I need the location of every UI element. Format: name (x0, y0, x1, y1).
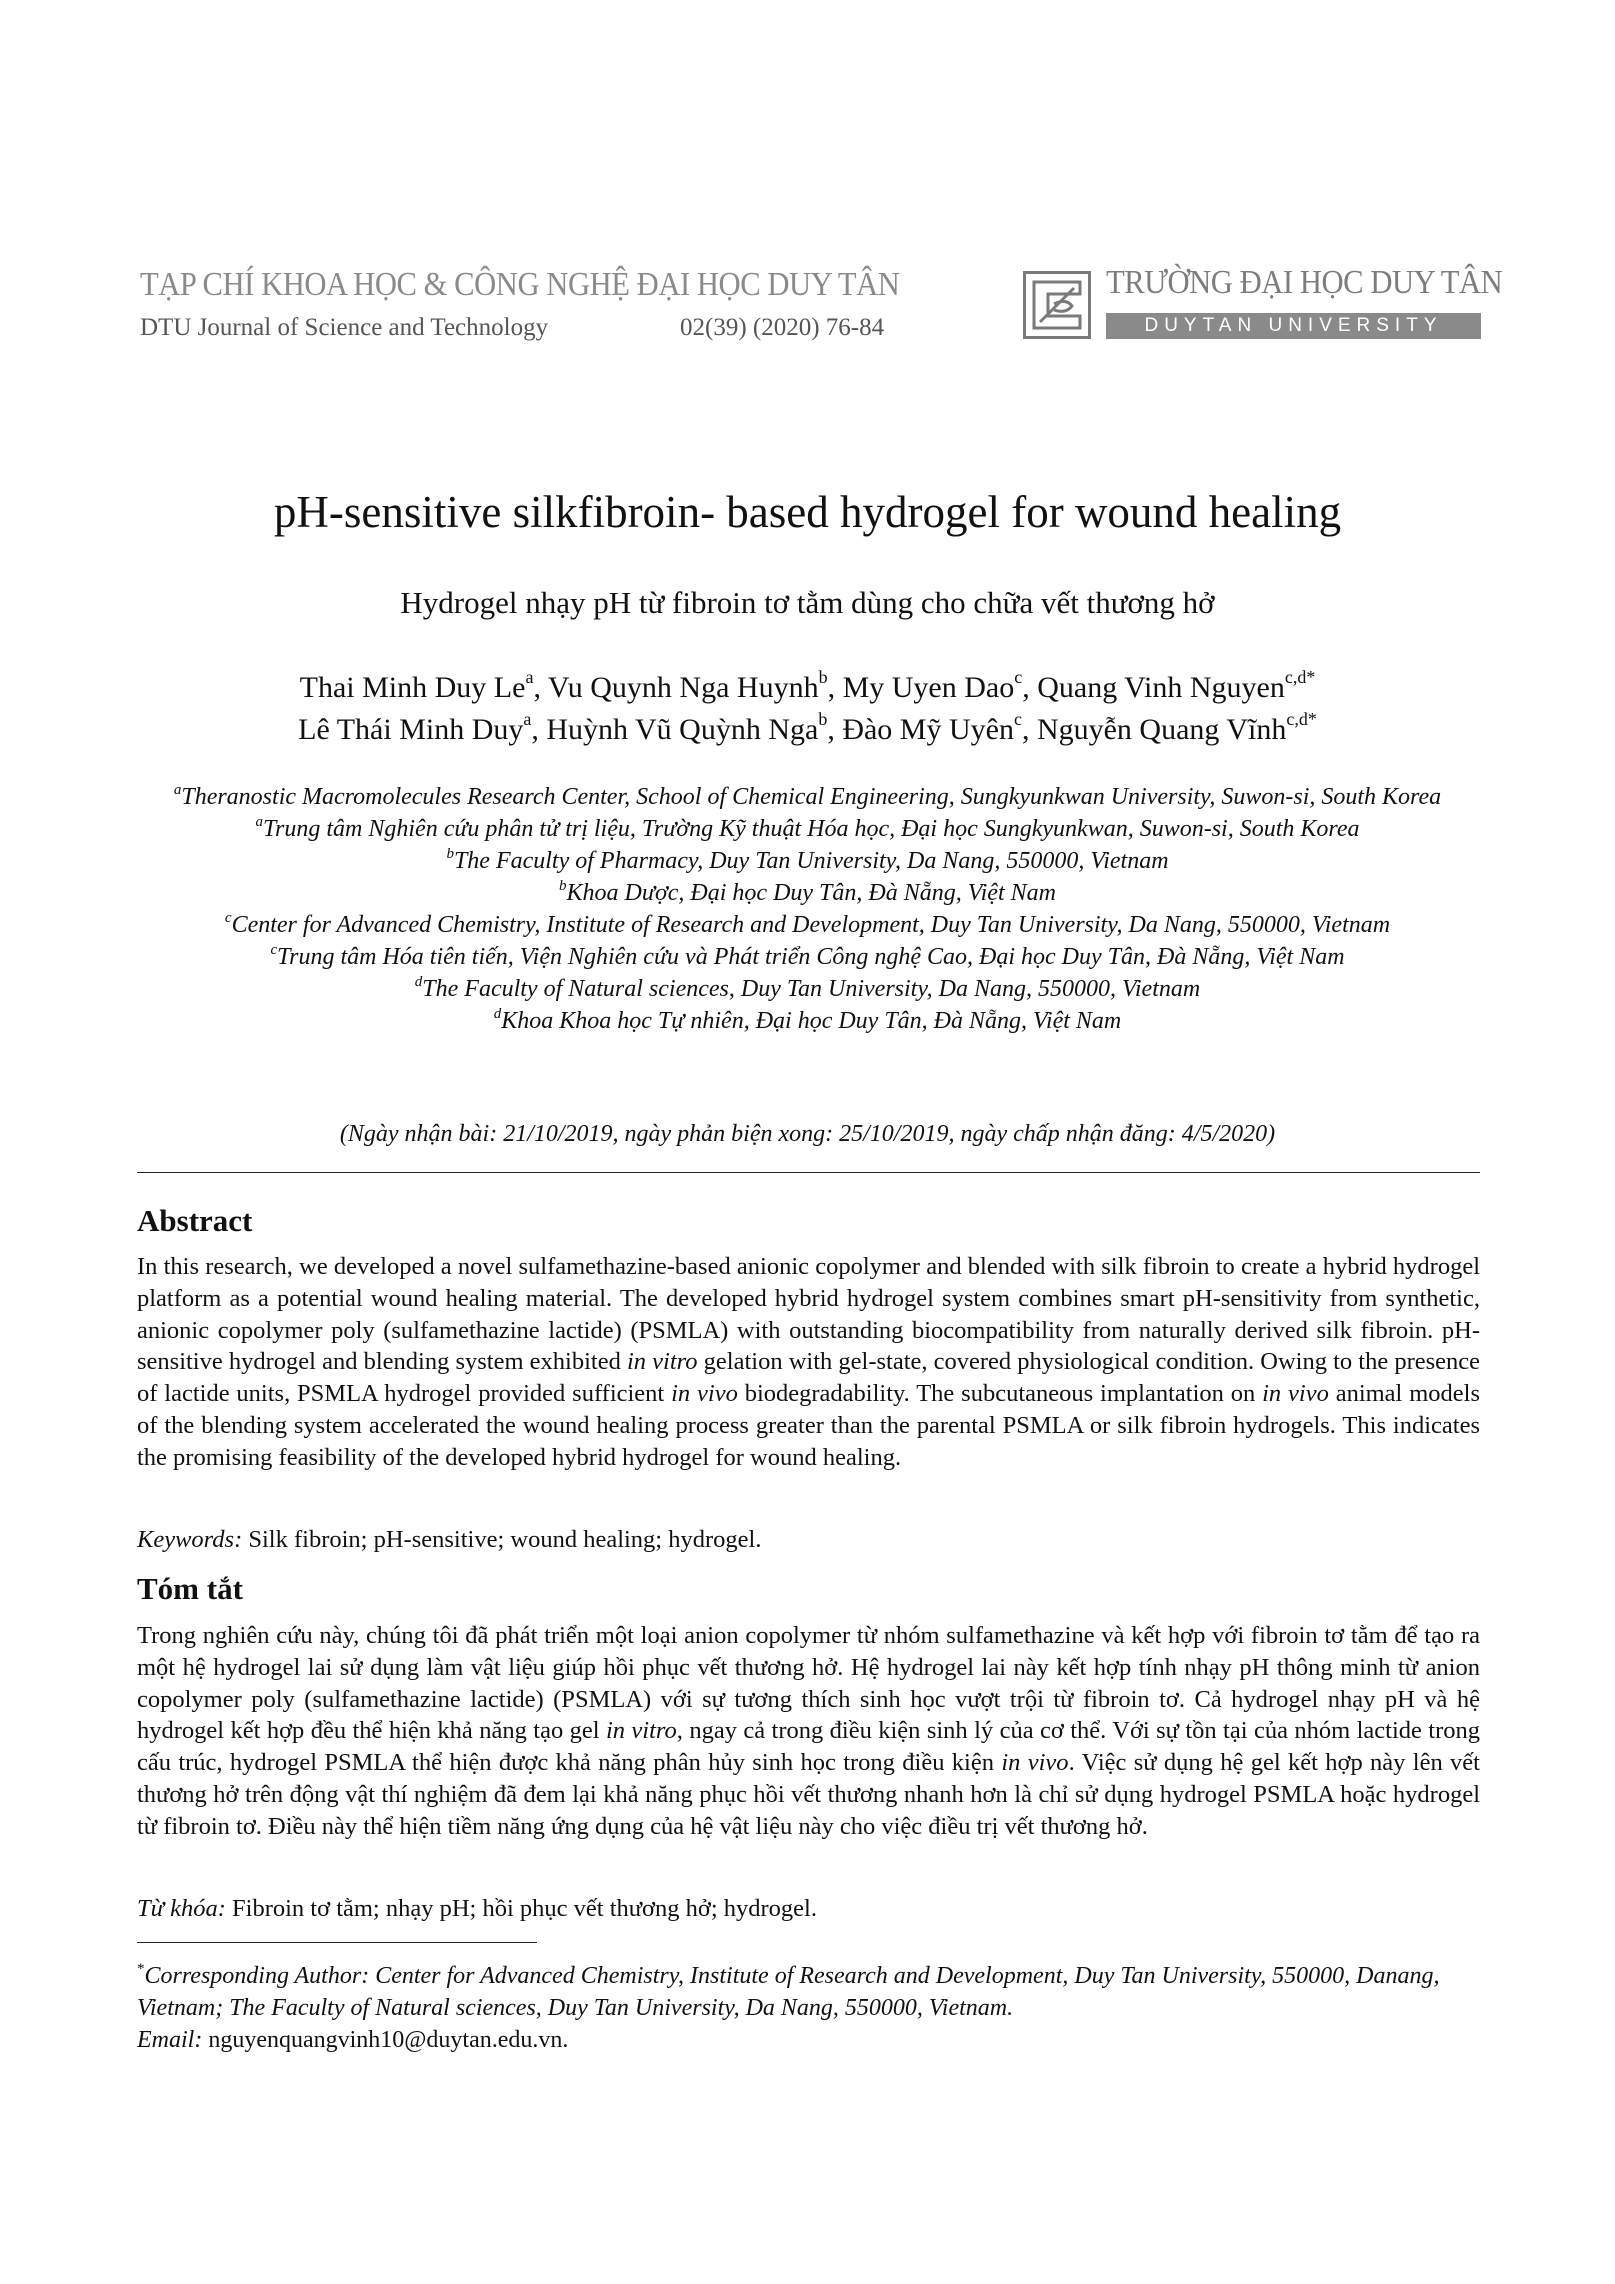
footnote-mark: * (137, 1961, 145, 1977)
author-sup: a (525, 667, 534, 687)
author-sup: a (523, 709, 532, 729)
author-sup: b (818, 709, 828, 729)
affiliation-text: Center for Advanced Chemistry, Institute of Research and Development, Duy Tan University, Da Nang, 550000, Vietnam (231, 912, 1391, 938)
affiliation-text: Theranostic Macromolecules Research Center, School of Chemical Engineering, Sungkyunkwan University, Suwon-si, South Korea (181, 784, 1442, 810)
submission-dates: (Ngày nhận bài: 21/10/2019, ngày phản biện xong: 25/10/2019, ngày chấp nhận đăng: 4/5/2020) (339, 1121, 1276, 1147)
author-name: Vu Quynh Nga Huynh (547, 671, 819, 704)
header-divider (137, 1172, 1480, 1173)
keywords-label: Keywords: (137, 1526, 243, 1553)
affiliation (130, 781, 1485, 813)
paper-subtitle-vn: Hydrogel nhạy pH từ fibroin tơ tằm dùng cho chữa vết thương hở (400, 585, 1215, 620)
author-name: Nguyễn Quang Vĩnh (1036, 713, 1287, 746)
author-name: Lê Thái Minh Duy (298, 713, 524, 746)
affiliation-sup: c (270, 942, 278, 958)
abstract-keywords (137, 1524, 1480, 1556)
keywords-text: Silk fibroin; pH-sensitive; wound healing; hydrogel. (242, 1526, 762, 1553)
author-name: Quang Vinh Nguyen (1037, 671, 1285, 704)
affiliation (130, 845, 1485, 877)
paper-title: pH-sensitive silkfibroin- based hydrogel for wound healing (273, 487, 1342, 537)
affiliation-text: Trung tâm Nghiên cứu phân tử trị liệu, Trường Kỹ thuật Hóa học, Đại học Sungkyunkwan, Suwon-si, South Korea (263, 816, 1360, 842)
keywords-label: Từ khóa: (137, 1895, 226, 1922)
affiliation (130, 1005, 1485, 1037)
tomtat-heading: Tóm tắt (137, 1571, 243, 1606)
university-logo-icon (1023, 271, 1091, 339)
affiliation-sup: a (255, 814, 263, 830)
keywords-text: Fibroin tơ tằm; nhạy pH; hồi phục vết thương hở; hydrogel. (225, 1895, 817, 1922)
authors-vn: Lê Thái Minh Duy$^a$, Huỳnh Vũ Quỳnh Nga$^b$, Đào Mỹ Uyên$^c$, Nguyễn Quang Vĩnh$^{c,d*}$ (298, 709, 1317, 746)
journal-name-en: DTU Journal of Science and Technology (140, 314, 549, 341)
author-sup: c,d* (1284, 667, 1316, 687)
affiliation (130, 909, 1485, 941)
email-address[interactable]: nguyenquangvinh10@duytan.edu.vn. (202, 2027, 569, 2053)
author-name: My Uyen Dao (842, 671, 1015, 704)
author-sup: c (1014, 667, 1023, 687)
affiliation-text: The Faculty of Pharmacy, Duy Tan University, Da Nang, 550000, Vietnam (453, 848, 1169, 874)
affiliation-text: Khoa Khoa học Tự nhiên, Đại học Duy Tân, Đà Nẵng, Việt Nam (501, 1008, 1122, 1034)
affiliation (130, 813, 1485, 845)
tomtat-keywords (137, 1893, 1480, 1925)
abstract-body: In this research, we developed a novel sulfamethazine-based anionic copolymer and blended with silk fibroin to create a hybrid hydrogel platform as a potential wound healing material. The developed hybrid hydrogel system combines smart pH-sensitivity from synthetic, anionic copolymer poly (sulfamethazine lactide) (PSMLA) with outstanding biocompatibility from naturally derived silk fibroin. pH-sensitive hydrogel and blending system exhibited in vitro gelation with gel-state, covered physiological condition. Owing to the presence of lactide units, PSMLA hydrogel provided sufficient in vivo biodegradability. The subcutaneous implantation on in vivo animal models of the blending system accelerated the wound healing process greater than the parental PSMLA or silk fibroin hydrogels. This indicates the promising feasibility of the developed hybrid hydrogel for wound healing. (137, 1253, 1481, 1471)
affiliation-sup: b (446, 846, 454, 862)
journal-name-vn: TẠP CHÍ KHOA HỌC & CÔNG NGHỆ ĐẠI HỌC DUY TÂN (140, 266, 900, 303)
affiliation-text: Khoa Dược, Đại học Duy Tân, Đà Nẵng, Việt Nam (566, 880, 1056, 906)
author-sup: c (1013, 709, 1022, 729)
affiliations (130, 781, 1485, 1037)
footnote-divider (137, 1942, 537, 1943)
author-sup: c,d* (1286, 709, 1317, 729)
author-name: Thai Minh Duy Le (299, 671, 526, 704)
author-sup: b (818, 667, 828, 687)
journal-issue: 02(39) (2020) 76-84 (680, 314, 885, 341)
affiliation-text: The Faculty of Natural sciences, Duy Tan University, Da Nang, 550000, Vietnam (422, 976, 1201, 1002)
affiliation (130, 973, 1485, 1005)
affiliation-sup: d (414, 974, 423, 990)
affiliation (130, 941, 1485, 973)
footnote-label: Corresponding Author: (144, 1963, 370, 1989)
author-list (0, 667, 1615, 751)
affiliation-sup: a (173, 782, 182, 798)
affiliation-sup: b (559, 878, 567, 894)
abstract-heading: Abstract (137, 1203, 253, 1238)
author-name: Đào Mỹ Uyên (842, 713, 1014, 746)
affiliation (130, 877, 1485, 909)
footnote-text: Center for Advanced Chemistry, Institute of Research and Development, Duy Tan University, 550000, Danang, Vietnam; The Faculty of Natural sciences, Duy Tan University, Da Nang, 550000, Vietnam. (137, 1963, 1440, 2021)
affiliation-sup: d (493, 1006, 502, 1022)
affiliation-sup: c (224, 910, 232, 926)
email-label: Email: (137, 2027, 203, 2053)
author-name: Huỳnh Vũ Quỳnh Nga (546, 713, 819, 746)
authors-en: Thai Minh Duy Le$^a$, Vu Quynh Nga Huynh$^b$, My Uyen Dao$^c$, Quang Vinh Nguyen$^{c,d*}$ (299, 667, 1316, 704)
affiliation-text: Trung tâm Hóa tiên tiến, Viện Nghiên cứu và Phát triển Công nghệ Cao, Đại học Duy Tân, Đà Nẵng, Việt Nam (277, 944, 1345, 970)
university-name-vn: TRƯỜNG ĐẠI HỌC DUY TÂN (1106, 264, 1503, 301)
university-name-en: DUYTAN UNIVERSITY (1106, 313, 1481, 339)
tomtat-body: Trong nghiên cứu này, chúng tôi đã phát triển một loại anion copolymer từ nhóm sulfamethazine và kết hợp với fibroin tơ tằm để tạo ra một hệ hydrogel lai sử dụng làm vật liệu giúp hồi phục vết thương hở. Hệ hydrogel lai này kết hợp tính nhạy pH thông minh từ anion copolymer poly (sulfamethazine lactide) (PSMLA) với sự tương thích sinh học vượt trội từ fibroin tơ. Cả hydrogel nhạy pH và hệ hydrogel kết hợp đều thể hiện khả năng tạo gel in vitro, ngay cả trong điều kiện sinh lý của cơ thể. Với sự tồn tại của nhóm lactide trong cấu trúc, hydrogel PSMLA thể hiện được khả năng phân hủy sinh học trong điều kiện in vivo. Việc sử dụng hệ gel kết hợp này lên vết thương hở trên động vật thí nghiệm đã đem lại khả năng phục hồi vết thương nhanh hơn là chỉ sử dụng hydrogel PSMLA hoặc hydrogel từ fibroin tơ. Điều này thể hiện tiềm năng ứng dụng của hệ vật liệu này cho việc điều trị vết thương hở. (137, 1622, 1481, 1840)
corresponding-author-footnote (137, 1960, 1480, 2056)
